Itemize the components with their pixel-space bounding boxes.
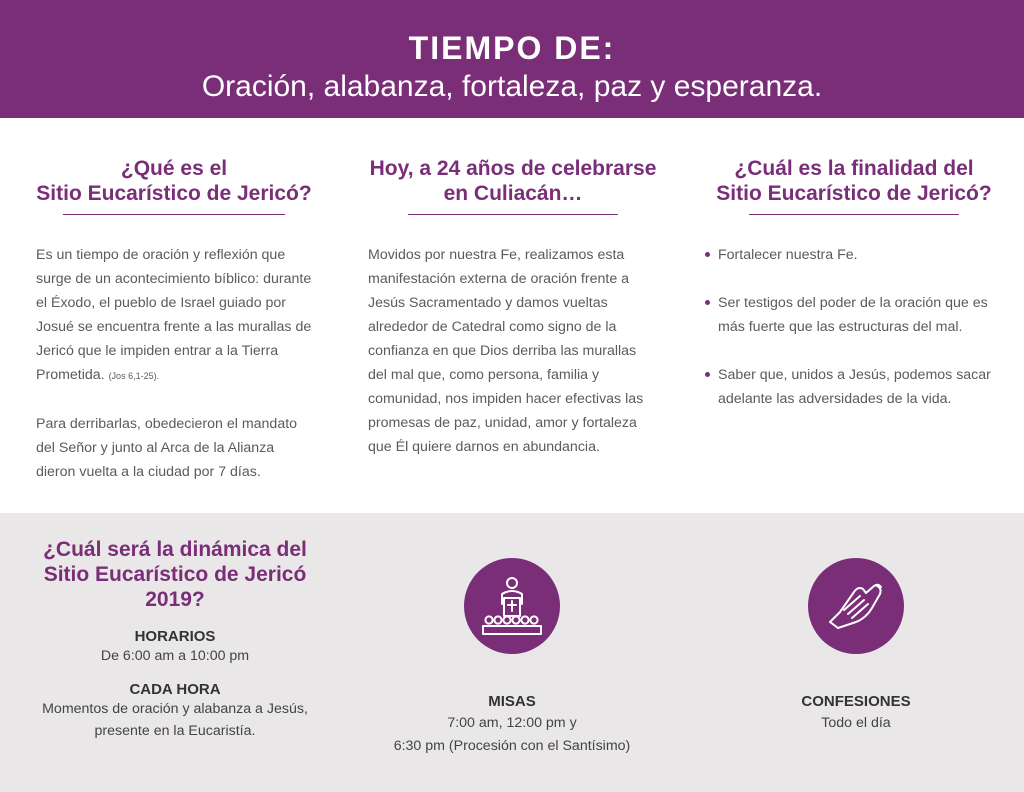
heading-line-1: ¿Cuál es la finalidad del xyxy=(734,157,974,180)
section-que-es xyxy=(36,156,312,484)
section-heading xyxy=(704,156,1004,206)
section-body xyxy=(36,243,312,484)
confesiones-block xyxy=(756,693,956,735)
schedule-panel xyxy=(0,513,1024,792)
heading-line-1: Hoy, a 24 años de celebrarse xyxy=(369,157,657,180)
section-heading xyxy=(36,156,312,206)
heading-line-2: Sitio Eucarístico de Jericó? xyxy=(716,182,992,205)
section-body xyxy=(368,243,658,459)
paragraph: Movidos por nuestra Fe, realizamos esta manifestación externa de oración frente a Jesús Sacramentado y damos vueltas alrededor de Catedral como signo de la confianza en que Dios derriba las murallas del mal que, como persona, familia y comunidad, nos impiden hacer efectivas las promesas de paz, unidad, amor y fortaleza que Él quiere darnos en abundancia. xyxy=(368,247,644,455)
heading-line-1: ¿Cuál será la dinámica del xyxy=(43,538,307,561)
confesiones-label: CONFESIONES xyxy=(801,693,911,710)
paragraph-text: Es un tiempo de oración y reflexión que surge de un acontecimiento bíblico: durante el Éxodo, el pueblo de Israel guiado por Josué se encuentra frente a las murallas de Jericó que le impiden entrar a la Tierra Prometida. xyxy=(36,247,312,383)
page-subtitle: Oración, alabanza, fortaleza, paz y esperanza. xyxy=(201,70,823,103)
heading-divider xyxy=(63,214,285,215)
bible-reference: (Jos 6,1-25). xyxy=(108,371,160,381)
praying-hands-icon xyxy=(808,558,904,654)
monstrance-congregation-icon xyxy=(464,558,560,654)
page-title: TIEMPO DE: xyxy=(408,30,616,66)
horarios-value: De 6:00 am a 10:00 pm xyxy=(100,648,250,664)
section-heading xyxy=(368,156,658,206)
cada-hora-value: Momentos de oración y alabanza a Jesús, presente en la Eucaristía. xyxy=(42,701,308,739)
list-item: Saber que, unidos a Jesús, podemos sacar adelante las adversidades de la vida. xyxy=(704,363,1004,411)
confesiones-value: Todo el día xyxy=(821,715,891,731)
section-heading xyxy=(30,537,320,612)
heading-line-2: Sitio Eucarístico de Jericó? xyxy=(36,182,312,205)
list-item: Fortalecer nuestra Fe. xyxy=(704,243,1004,267)
dynamic-info xyxy=(30,537,320,742)
heading-divider xyxy=(749,214,959,215)
header-banner xyxy=(0,0,1024,118)
misas-block xyxy=(362,693,662,758)
heading-divider xyxy=(408,214,618,215)
heading-line-2: Sitio Eucarístico de Jericó xyxy=(43,563,307,586)
heading-line-1: ¿Qué es el xyxy=(120,157,228,180)
misas-line-1: 7:00 am, 12:00 pm y xyxy=(447,715,577,731)
section-body xyxy=(704,243,1004,411)
paragraph xyxy=(36,243,312,388)
horarios-label: HORARIOS xyxy=(134,628,216,645)
cada-hora-label: CADA HORA xyxy=(129,681,221,698)
heading-line-2: en Culiacán… xyxy=(443,182,583,205)
paragraph: Para derribarlas, obedecieron el mandato del Señor y junto al Arca de la Alianza dieron vuelta a la ciudad por 7 días. xyxy=(36,416,298,480)
misas-label: MISAS xyxy=(488,693,536,710)
bullet-list xyxy=(704,243,1004,411)
section-finalidad xyxy=(704,156,1004,411)
misas-line-2: 6:30 pm (Procesión con el Santísimo) xyxy=(393,738,631,754)
heading-line-3: 2019? xyxy=(145,588,205,611)
section-hoy xyxy=(368,156,658,459)
list-item: Ser testigos del poder de la oración que es más fuerte que las estructuras del mal. xyxy=(704,291,1004,339)
misas-times xyxy=(362,712,662,758)
